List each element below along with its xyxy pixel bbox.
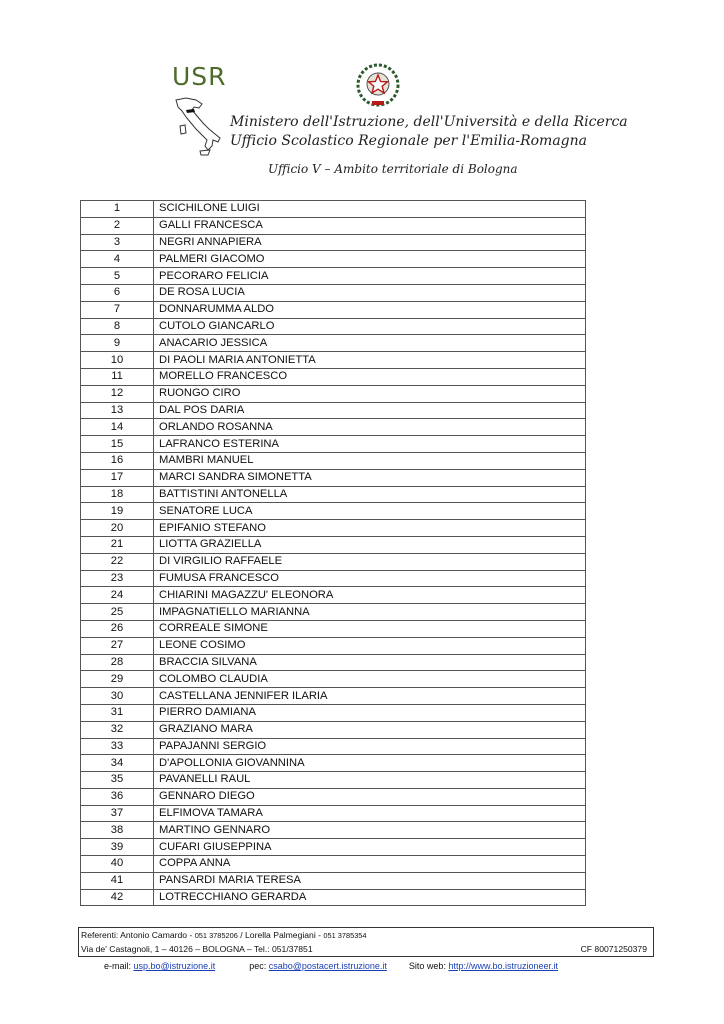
table-row xyxy=(81,520,586,537)
referenti-label: Referenti: Antonio Camardo - xyxy=(81,930,195,940)
row-name: ANACARIO JESSICA xyxy=(154,335,586,352)
row-number: 41 xyxy=(81,872,154,889)
row-number: 42 xyxy=(81,889,154,906)
table-row xyxy=(81,738,586,755)
row-number: 29 xyxy=(81,671,154,688)
row-name: CUFARI GIUSEPPINA xyxy=(154,839,586,856)
table-row xyxy=(81,436,586,453)
row-name: MAMBRI MANUEL xyxy=(154,452,586,469)
table-row xyxy=(81,772,586,789)
row-number: 25 xyxy=(81,604,154,621)
row-name: D'APOLLONIA GIOVANNINA xyxy=(154,755,586,772)
table-row xyxy=(81,788,586,805)
row-number: 24 xyxy=(81,587,154,604)
row-number: 21 xyxy=(81,536,154,553)
table-row xyxy=(81,318,586,335)
names-table-body xyxy=(81,201,586,906)
row-number: 40 xyxy=(81,856,154,873)
office-address: Via de' Castagnoli, 1 – 40126 – BOLOGNA – Tel.: 051/37851 xyxy=(81,944,313,954)
row-number: 7 xyxy=(81,301,154,318)
row-number: 9 xyxy=(81,335,154,352)
row-name: LOTRECCHIANO GERARDA xyxy=(154,889,586,906)
office-subtitle: Ufficio V – Ambito territoriale di Bologna xyxy=(268,162,518,176)
row-name: DAL POS DARIA xyxy=(154,402,586,419)
row-number: 3 xyxy=(81,234,154,251)
table-row xyxy=(81,570,586,587)
table-row xyxy=(81,856,586,873)
row-name: COLOMBO CLAUDIA xyxy=(154,671,586,688)
row-number: 18 xyxy=(81,486,154,503)
row-name: PIERRO DAMIANA xyxy=(154,704,586,721)
row-number: 16 xyxy=(81,452,154,469)
table-row xyxy=(81,553,586,570)
table-row xyxy=(81,217,586,234)
row-number: 34 xyxy=(81,755,154,772)
row-number: 14 xyxy=(81,419,154,436)
row-name: CUTOLO GIANCARLO xyxy=(154,318,586,335)
row-number: 27 xyxy=(81,637,154,654)
referenti-separator: / Lorella Palmegiani - xyxy=(237,930,324,940)
table-row xyxy=(81,469,586,486)
table-row xyxy=(81,637,586,654)
table-row xyxy=(81,486,586,503)
row-number: 5 xyxy=(81,268,154,285)
table-row xyxy=(81,721,586,738)
row-name: NEGRI ANNAPIERA xyxy=(154,234,586,251)
table-row xyxy=(81,284,586,301)
row-name: LAFRANCO ESTERINA xyxy=(154,436,586,453)
row-number: 30 xyxy=(81,688,154,705)
table-row xyxy=(81,301,586,318)
letterhead xyxy=(0,0,724,190)
website-link[interactable]: http://www.bo.istruzioneer.it xyxy=(448,961,559,971)
row-name: CORREALE SIMONE xyxy=(154,620,586,637)
ministry-title: Ministero dell'Istruzione, dell'Università e della Ricerca xyxy=(230,114,628,130)
table-row xyxy=(81,201,586,218)
table-row xyxy=(81,704,586,721)
table-row xyxy=(81,452,586,469)
row-number: 13 xyxy=(81,402,154,419)
table-row xyxy=(81,654,586,671)
table-row xyxy=(81,822,586,839)
row-number: 37 xyxy=(81,805,154,822)
row-name: DI PAOLI MARIA ANTONIETTA xyxy=(154,352,586,369)
row-name: CHIARINI MAGAZZU' ELEONORA xyxy=(154,587,586,604)
table-row xyxy=(81,335,586,352)
row-name: PAPAJANNI SERGIO xyxy=(154,738,586,755)
table-row xyxy=(81,234,586,251)
row-name: GENNARO DIEGO xyxy=(154,788,586,805)
row-name: SCICHILONE LUIGI xyxy=(154,201,586,218)
pec-link[interactable]: csabo@postacert.istruzione.it xyxy=(268,961,387,971)
row-name: MARCI SANDRA SIMONETTA xyxy=(154,469,586,486)
row-name: PANSARDI MARIA TERESA xyxy=(154,872,586,889)
row-number: 2 xyxy=(81,217,154,234)
row-number: 32 xyxy=(81,721,154,738)
row-number: 17 xyxy=(81,469,154,486)
table-row xyxy=(81,385,586,402)
row-name: PALMERI GIACOMO xyxy=(154,251,586,268)
table-row xyxy=(81,839,586,856)
row-number: 4 xyxy=(81,251,154,268)
row-number: 8 xyxy=(81,318,154,335)
row-number: 33 xyxy=(81,738,154,755)
row-name: RUONGO CIRO xyxy=(154,385,586,402)
footer-referenti-row xyxy=(81,928,653,942)
email-link[interactable]: usp.bo@istruzione.it xyxy=(133,961,216,971)
table-row xyxy=(81,251,586,268)
row-number: 11 xyxy=(81,368,154,385)
row-number: 22 xyxy=(81,553,154,570)
row-number: 35 xyxy=(81,772,154,789)
row-number: 26 xyxy=(81,620,154,637)
row-name: SENATORE LUCA xyxy=(154,503,586,520)
row-name: LIOTTA GRAZIELLA xyxy=(154,536,586,553)
footer-address-row xyxy=(81,942,653,956)
row-number: 39 xyxy=(81,839,154,856)
table-row xyxy=(81,604,586,621)
row-name: BATTISTINI ANTONELLA xyxy=(154,486,586,503)
regional-office-title: Ufficio Scolastico Regionale per l'Emilia-Romagna xyxy=(230,133,587,149)
table-row xyxy=(81,805,586,822)
email-label: e-mail: xyxy=(104,961,134,971)
table-row xyxy=(81,755,586,772)
names-table xyxy=(80,200,586,906)
row-number: 6 xyxy=(81,284,154,301)
tax-code: CF 80071250379 xyxy=(580,944,647,954)
row-name: ELFIMOVA TAMARA xyxy=(154,805,586,822)
row-name: DI VIRGILIO RAFFAELE xyxy=(154,553,586,570)
row-name: FUMUSA FRANCESCO xyxy=(154,570,586,587)
row-number: 10 xyxy=(81,352,154,369)
row-number: 20 xyxy=(81,520,154,537)
footer-links xyxy=(104,961,558,971)
row-name: COPPA ANNA xyxy=(154,856,586,873)
table-row xyxy=(81,536,586,553)
table-row xyxy=(81,671,586,688)
row-name: BRACCIA SILVANA xyxy=(154,654,586,671)
table-row xyxy=(81,889,586,906)
footer-contacts-box xyxy=(78,927,654,957)
row-name: GRAZIANO MARA xyxy=(154,721,586,738)
row-number: 31 xyxy=(81,704,154,721)
row-number: 1 xyxy=(81,201,154,218)
row-number: 38 xyxy=(81,822,154,839)
table-row xyxy=(81,352,586,369)
pec-label: pec: xyxy=(249,961,269,971)
usr-logo-text: USR xyxy=(172,62,227,91)
row-number: 36 xyxy=(81,788,154,805)
table-row xyxy=(81,872,586,889)
row-name: PAVANELLI RAUL xyxy=(154,772,586,789)
table-row xyxy=(81,587,586,604)
table-row xyxy=(81,368,586,385)
row-number: 28 xyxy=(81,654,154,671)
row-name: DONNARUMMA ALDO xyxy=(154,301,586,318)
table-row xyxy=(81,688,586,705)
row-name: MORELLO FRANCESCO xyxy=(154,368,586,385)
table-row xyxy=(81,503,586,520)
referenti-phone-1: 051 3785206 xyxy=(194,931,238,940)
row-name: GALLI FRANCESCA xyxy=(154,217,586,234)
row-name: ORLANDO ROSANNA xyxy=(154,419,586,436)
row-name: LEONE COSIMO xyxy=(154,637,586,654)
row-name: CASTELLANA JENNIFER ILARIA xyxy=(154,688,586,705)
row-number: 23 xyxy=(81,570,154,587)
table-row xyxy=(81,268,586,285)
republic-emblem-icon xyxy=(355,62,401,108)
row-number: 19 xyxy=(81,503,154,520)
row-name: PECORARO FELICIA xyxy=(154,268,586,285)
row-number: 15 xyxy=(81,436,154,453)
table-row xyxy=(81,402,586,419)
table-row xyxy=(81,620,586,637)
row-number: 12 xyxy=(81,385,154,402)
row-name: EPIFANIO STEFANO xyxy=(154,520,586,537)
referenti-phone-2: 051 3785354 xyxy=(323,931,367,940)
italy-map-icon xyxy=(172,96,224,158)
row-name: IMPAGNATIELLO MARIANNA xyxy=(154,604,586,621)
row-name: MARTINO GENNARO xyxy=(154,822,586,839)
website-label: Sito web: xyxy=(408,961,449,971)
row-name: DE ROSA LUCIA xyxy=(154,284,586,301)
table-row xyxy=(81,419,586,436)
